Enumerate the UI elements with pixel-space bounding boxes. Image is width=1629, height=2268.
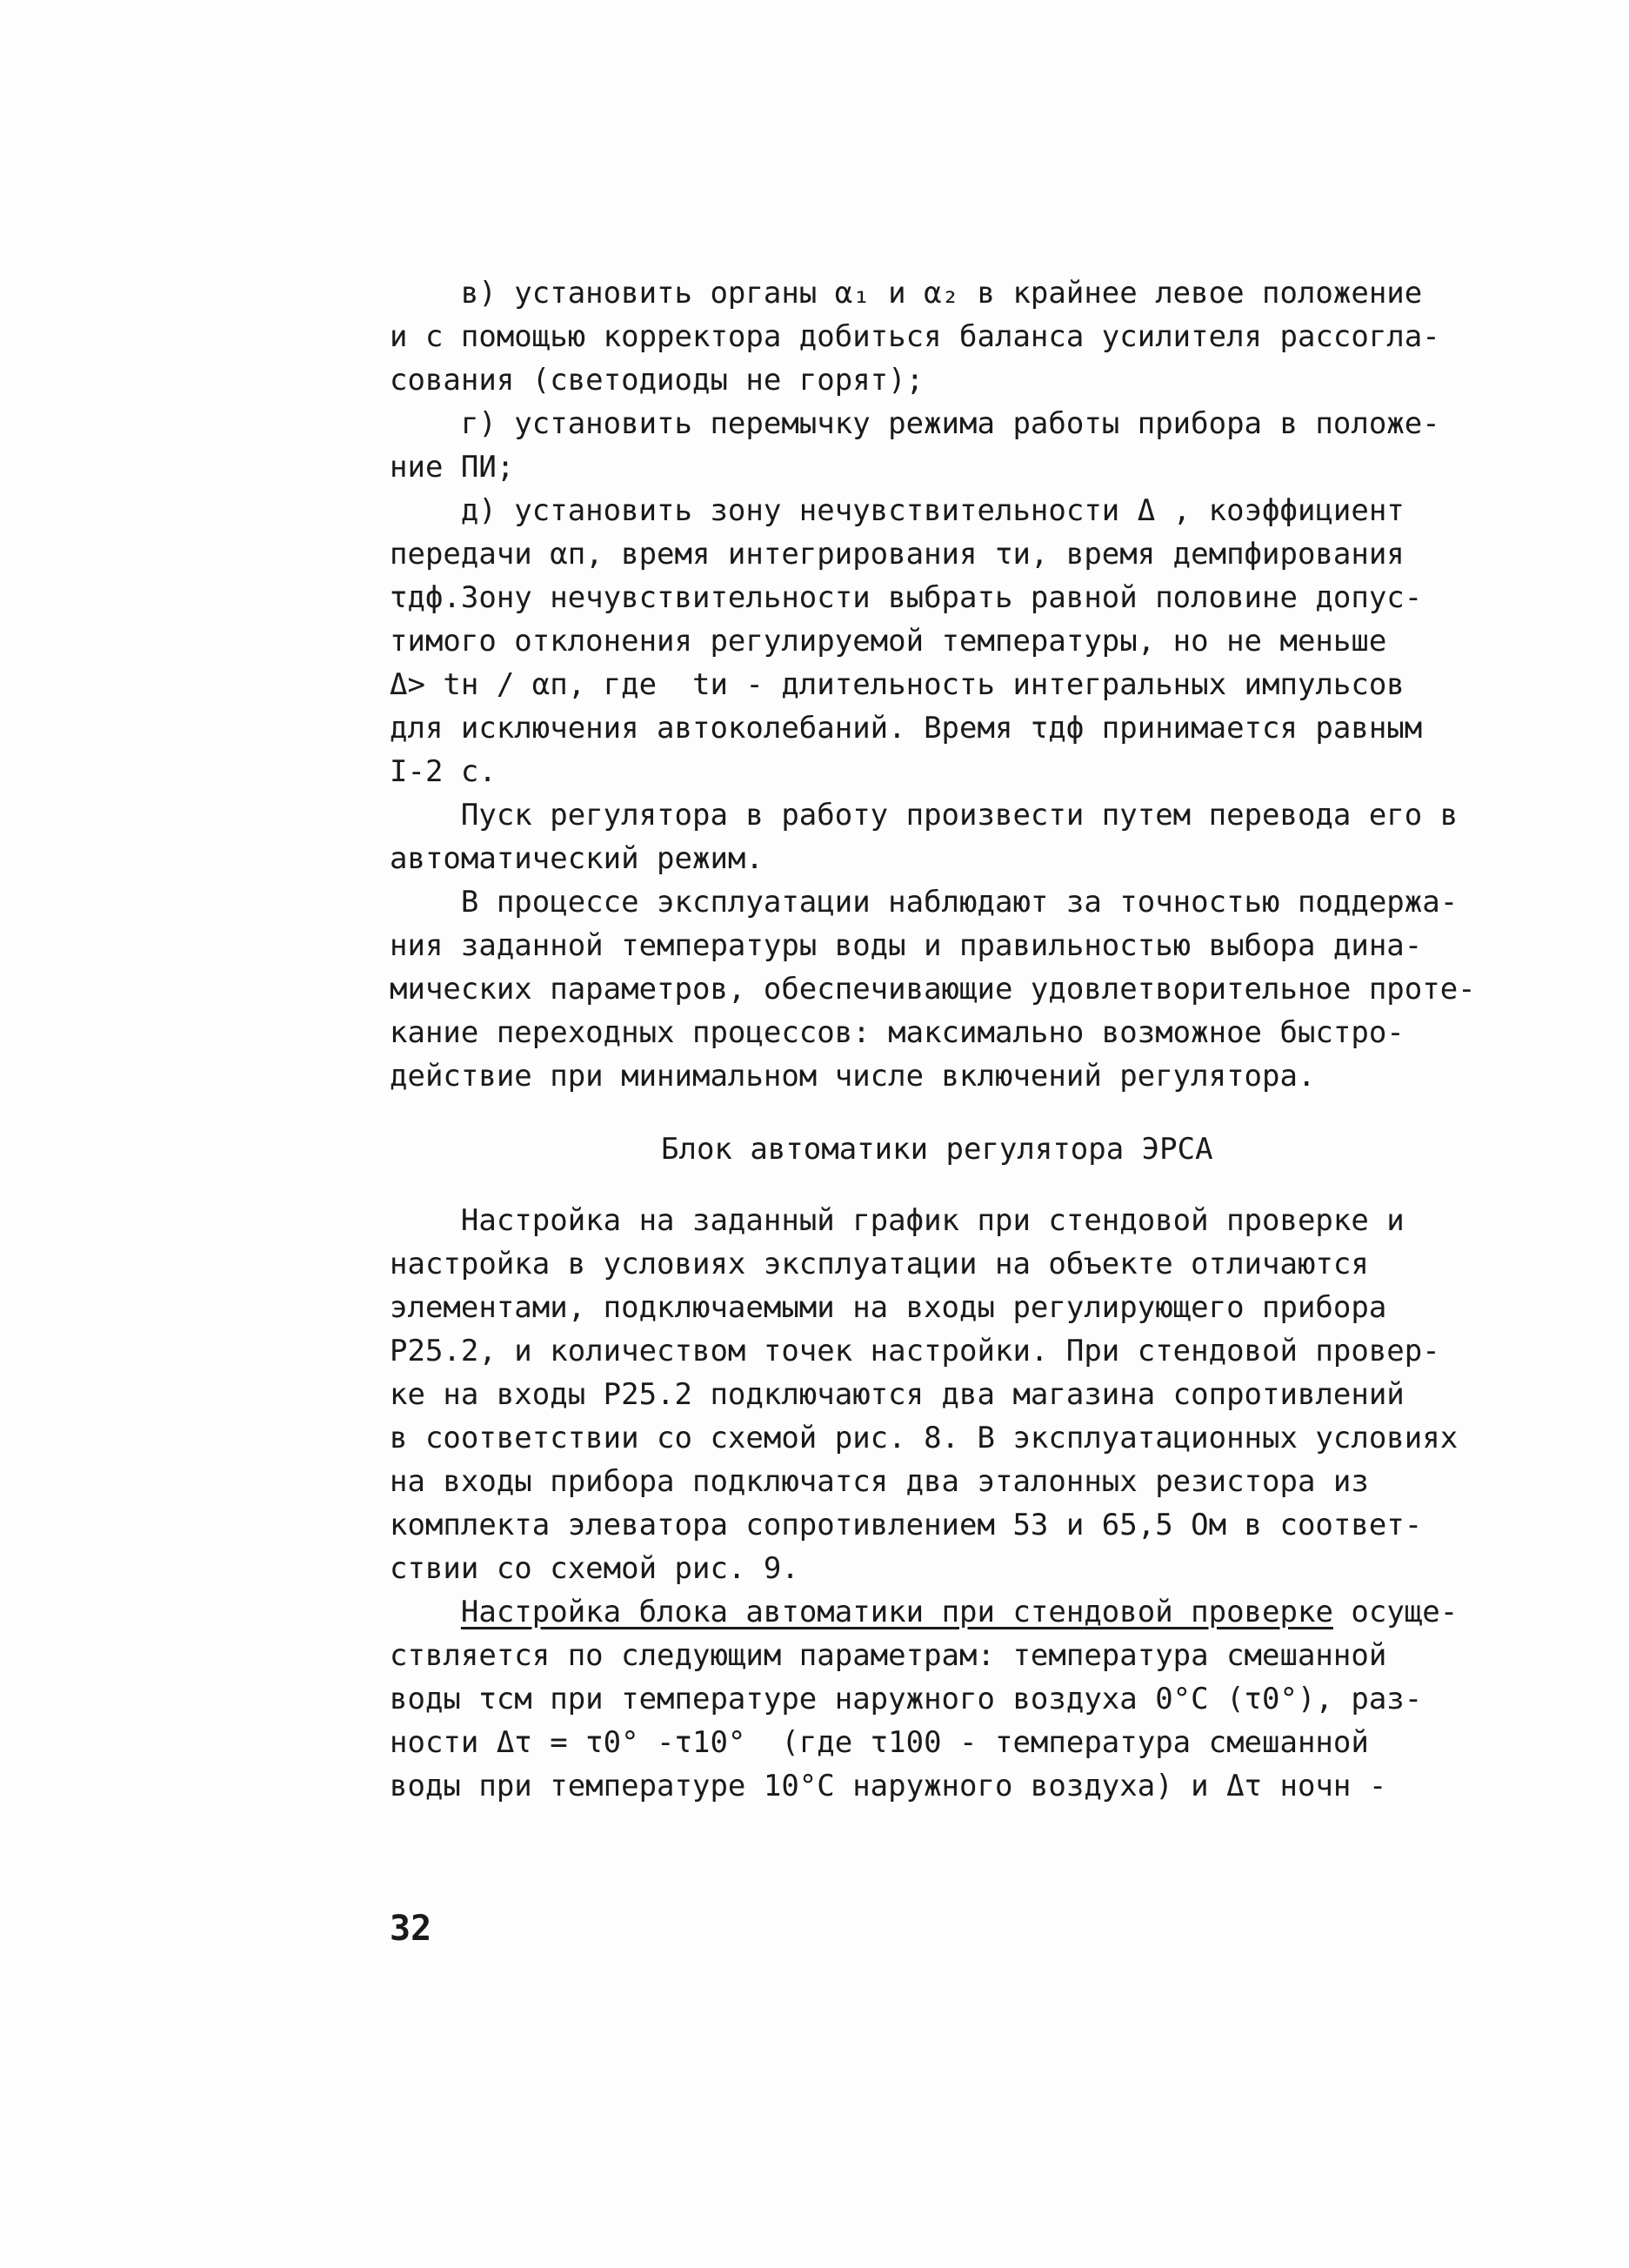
text-line: τдф.Зону нечувствительности выбрать равной половине допус-	[390, 580, 1423, 615]
text-line: I-2 с.	[390, 754, 497, 789]
text-line: комплекта элеватора сопротивлением 53 и 65,5 Ом в соответ-	[390, 1508, 1423, 1542]
text-line: В процессе эксплуатации наблюдают за точностью поддержа-	[390, 885, 1459, 920]
text-block-top	[390, 271, 1476, 1098]
text-line: и с помощью корректора добиться баланса усилителя рассогла-	[390, 319, 1440, 354]
text-line-lead	[390, 1590, 1459, 1634]
text-line: на входы прибора подключатся два эталонных резистора из	[390, 1464, 1369, 1499]
text-line: воды τсм при температуре наружного воздуха 0°С (τ0°), раз-	[390, 1682, 1423, 1716]
lead-rest: осуще-	[1332, 1595, 1459, 1629]
text-line: Настройка на заданный график при стендовой проверке и	[390, 1203, 1405, 1238]
text-line: Р25.2, и количеством точек настройки. При стендовой провер-	[390, 1334, 1440, 1368]
text-line: ние ПИ;	[390, 450, 515, 485]
text-line: ния заданной температуры воды и правильностью выбора дина-	[390, 928, 1423, 963]
text-line: элементами, подключаемыми на входы регулирующего прибора	[390, 1290, 1387, 1325]
page-number: 32	[390, 1909, 432, 1949]
text-line: кание переходных процессов: максимально возможное быстро-	[390, 1015, 1405, 1050]
text-line: ности Δτ = τ0° -τ10° (где τ100 - температура смешанной	[390, 1725, 1369, 1760]
text-line: ствии со схемой рис. 9.	[390, 1551, 799, 1586]
text-line: д) установить зону нечувствительности Δ , коэффициент	[390, 493, 1405, 528]
text-line: сования (светодиоды не горят);	[390, 363, 925, 398]
text-line: ствляется по следующим параметрам: температура смешанной	[390, 1638, 1387, 1673]
text-line: мических параметров, обеспечивающие удовлетворительное проте-	[390, 972, 1476, 1007]
text-line: в соответствии со схемой рис. 8. В эксплуатационных условиях	[390, 1421, 1459, 1455]
text-line: воды при температуре 10°С наружного воздуха) и Δτ ночн -	[390, 1769, 1387, 1803]
text-line: настройка в условиях эксплуатации на объекте отличаются	[390, 1247, 1369, 1281]
text-line: действие при минимальном числе включений регулятора.	[390, 1059, 1316, 1094]
text-line: передачи αп, время интегрирования τи, время демпфирования	[390, 537, 1405, 572]
underlined-lead: Настройка блока автоматики при стендовой проверке	[460, 1595, 1333, 1629]
text-line: ке на входы Р25.2 подключаются два магазина сопротивлений	[390, 1377, 1405, 1412]
text-line: тимого отклонения регулируемой температуры, но не меньше	[390, 624, 1387, 659]
text-line: для исключения автоколебаний. Время τдф принимается равным	[390, 711, 1423, 746]
text-line: Δ> tн / αп, где tи - длительность интегральных импульсов	[390, 667, 1405, 702]
text-line: г) установить перемычку режима работы прибора в положе-	[390, 406, 1440, 441]
section-heading: Блок автоматики регулятора ЭРСА	[661, 1132, 1213, 1167]
text-line: в) установить органы α₁ и α₂ в крайнее левое положение	[390, 276, 1423, 311]
text-line: автоматический режим.	[390, 841, 764, 876]
text-block-middle	[390, 1199, 1459, 1808]
text-line: Пуск регулятора в работу произвести путем перевода его в	[390, 798, 1459, 833]
